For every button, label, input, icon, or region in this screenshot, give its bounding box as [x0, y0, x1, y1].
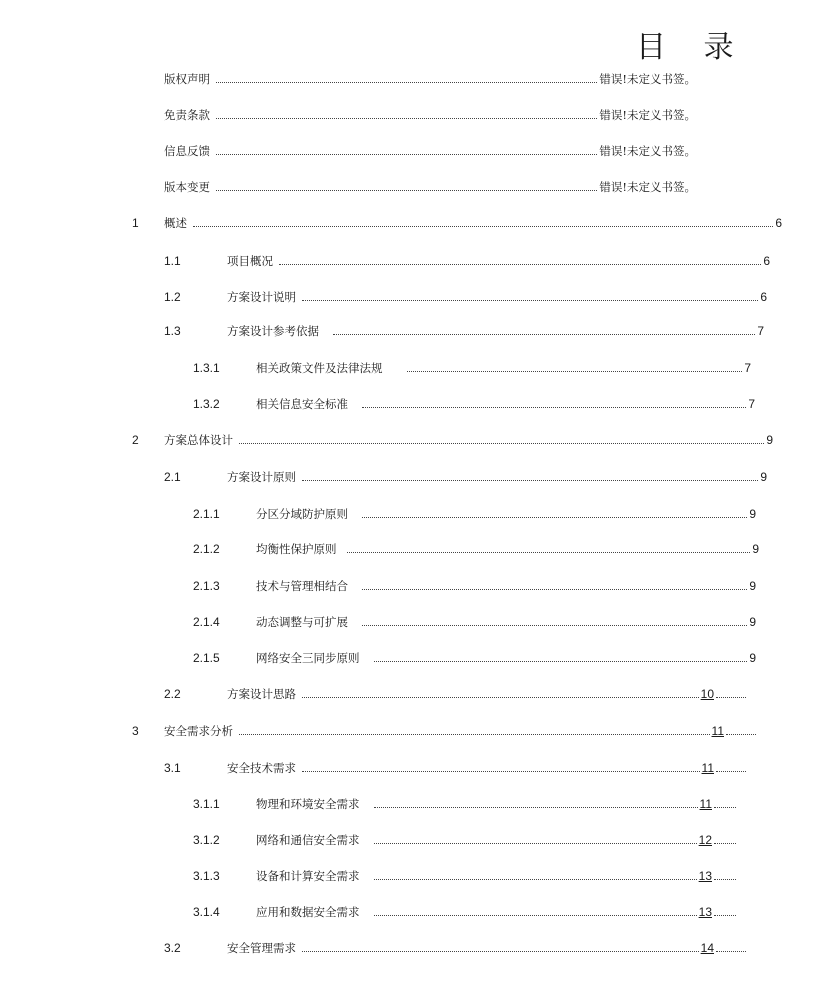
toc-entry-label: 设备和计算安全需求	[256, 869, 360, 883]
toc-entry-page: 12	[698, 833, 712, 847]
toc-leader-dots	[362, 624, 747, 626]
toc-entry-label: 方案总体设计	[164, 433, 233, 447]
toc-entry[interactable]	[164, 106, 696, 124]
toc-entry-number: 1.1	[164, 254, 181, 268]
toc-leader-dots	[239, 733, 710, 735]
toc-entry[interactable]	[193, 395, 755, 413]
toc-leader-dots	[302, 696, 699, 698]
toc-entry-label: 应用和数据安全需求	[256, 905, 360, 919]
toc-entry-number: 2	[132, 433, 139, 447]
toc-entry-label: 技术与管理相结合	[256, 579, 348, 593]
toc-entry-page: 6	[760, 290, 767, 304]
toc-entry-number: 3.1.3	[193, 869, 220, 883]
toc-entry-page: 9	[749, 579, 756, 593]
toc-leader-dots	[302, 950, 699, 952]
toc-entry[interactable]	[132, 431, 773, 449]
toc-entry-page: 11	[701, 761, 714, 775]
toc-leader-dots	[302, 770, 700, 772]
toc-entry[interactable]	[164, 178, 696, 196]
toc-entry-label: 免责条款	[164, 108, 210, 122]
toc-entry-label: 均衡性保护原则	[256, 542, 337, 556]
toc-entry-number: 1.3.1	[193, 361, 220, 375]
toc-leader-dots	[216, 117, 597, 119]
toc-trailing-dots	[726, 733, 756, 735]
toc-leader-dots	[333, 333, 755, 335]
toc-entry-page: 10	[700, 687, 714, 701]
toc-entry-label: 概述	[164, 216, 187, 230]
toc-trailing-dots	[716, 770, 746, 772]
toc-entry-number: 2.1.1	[193, 507, 220, 521]
toc-entry-number: 2.2	[164, 687, 181, 701]
toc-entry-label: 方案设计说明	[227, 290, 296, 304]
toc-entry-label: 相关政策文件及法律法规	[256, 361, 383, 375]
toc-entry-page: 11	[711, 724, 724, 738]
toc-entry-page: 7	[748, 397, 755, 411]
toc-entry-label: 项目概况	[227, 254, 273, 268]
toc-entry-number: 1.2	[164, 290, 181, 304]
toc-entry[interactable]	[193, 540, 759, 558]
toc-entry-label: 安全需求分析	[164, 724, 233, 738]
toc-entry[interactable]	[164, 322, 764, 340]
toc-title: 目 录	[636, 30, 748, 65]
toc-leader-dots	[407, 370, 743, 372]
toc-entry-page: 9	[766, 433, 773, 447]
toc-entry-error: 错误!未定义书签。	[599, 180, 696, 194]
toc-entry-label: 网络和通信安全需求	[256, 833, 360, 847]
toc-entry[interactable]	[164, 70, 696, 88]
toc-entry[interactable]	[193, 359, 751, 377]
toc-entry-label: 物理和环境安全需求	[256, 797, 360, 811]
toc-entry[interactable]	[193, 577, 756, 595]
toc-entry[interactable]	[193, 831, 736, 849]
toc-entry-number: 3.1.2	[193, 833, 220, 847]
toc-entry[interactable]	[164, 759, 746, 777]
toc-leader-dots	[216, 153, 597, 155]
toc-leader-dots	[239, 442, 764, 444]
toc-leader-dots	[302, 299, 758, 301]
toc-entry[interactable]	[164, 252, 770, 270]
toc-entry-label: 安全管理需求	[227, 941, 296, 955]
toc-entry-label: 方案设计参考依据	[227, 324, 319, 338]
toc-leader-dots	[374, 806, 698, 808]
toc-entry-page: 9	[760, 470, 767, 484]
toc-leader-dots	[374, 660, 748, 662]
toc-leader-dots	[374, 842, 697, 844]
toc-entry[interactable]	[193, 795, 736, 813]
toc-entry[interactable]	[132, 722, 756, 740]
toc-entry-page: 13	[698, 905, 712, 919]
toc-entry[interactable]	[164, 288, 767, 306]
toc-leader-dots	[193, 225, 773, 227]
toc-entry-number: 3.1.4	[193, 905, 220, 919]
toc-leader-dots	[347, 551, 751, 553]
toc-entry[interactable]	[164, 468, 767, 486]
toc-leader-dots	[216, 81, 597, 83]
toc-entry-label: 版权声明	[164, 72, 210, 86]
toc-entry[interactable]	[164, 939, 746, 957]
toc-trailing-dots	[714, 842, 736, 844]
toc-entry-number: 2.1.4	[193, 615, 220, 629]
toc-entry-page: 6	[775, 216, 782, 230]
toc-entry-label: 信息反馈	[164, 144, 210, 158]
toc-entry-number: 2.1.3	[193, 579, 220, 593]
toc-leader-dots	[362, 588, 747, 590]
toc-entry-label: 分区分域防护原则	[256, 507, 348, 521]
toc-entry-page: 6	[763, 254, 770, 268]
toc-entry-page: 7	[744, 361, 751, 375]
toc-entry-number: 2.1.5	[193, 651, 220, 665]
toc-entry[interactable]	[164, 142, 696, 160]
toc-entry-page: 9	[749, 615, 756, 629]
toc-leader-dots	[279, 263, 761, 265]
toc-entry-page: 7	[757, 324, 764, 338]
toc-leader-dots	[216, 189, 597, 191]
toc-leader-dots	[374, 914, 697, 916]
toc-entry-page: 11	[699, 797, 712, 811]
toc-entry[interactable]	[193, 505, 756, 523]
toc-trailing-dots	[714, 878, 736, 880]
toc-entry-label: 方案设计思路	[227, 687, 296, 701]
toc-entry-number: 1.3	[164, 324, 181, 338]
toc-entry-number: 3.2	[164, 941, 181, 955]
toc-entry-label: 方案设计原则	[227, 470, 296, 484]
toc-entry[interactable]	[193, 903, 736, 921]
toc-trailing-dots	[716, 696, 746, 698]
toc-entry-number: 3	[132, 724, 139, 738]
toc-entry-page: 9	[752, 542, 759, 556]
toc-entry-label: 版本变更	[164, 180, 210, 194]
toc-entry[interactable]	[164, 685, 746, 703]
toc-entry-label: 安全技术需求	[227, 761, 296, 775]
toc-entry-page: 13	[698, 869, 712, 883]
toc-entry-page: 14	[700, 941, 714, 955]
toc-leader-dots	[362, 406, 746, 408]
toc-entry-number: 1.3.2	[193, 397, 220, 411]
toc-entry-error: 错误!未定义书签。	[599, 72, 696, 86]
toc-trailing-dots	[714, 914, 736, 916]
toc-entry[interactable]	[132, 214, 782, 232]
toc-entry-error: 错误!未定义书签。	[599, 108, 696, 122]
toc-entry[interactable]	[193, 613, 756, 631]
toc-entry-page: 9	[749, 651, 756, 665]
toc-entry[interactable]	[193, 649, 756, 667]
toc-leader-dots	[362, 516, 747, 518]
toc-leader-dots	[302, 479, 758, 481]
toc-leader-dots	[374, 878, 697, 880]
toc-entry-label: 相关信息安全标准	[256, 397, 348, 411]
toc-entry-label: 网络安全三同步原则	[256, 651, 360, 665]
toc-entry-number: 2.1	[164, 470, 181, 484]
toc-entry-page: 9	[749, 507, 756, 521]
toc-trailing-dots	[714, 806, 736, 808]
toc-entry-number: 3.1.1	[193, 797, 220, 811]
toc-entry-number: 1	[132, 216, 139, 230]
toc-entry[interactable]	[193, 867, 736, 885]
toc-entry-error: 错误!未定义书签。	[599, 144, 696, 158]
toc-entry-number: 3.1	[164, 761, 181, 775]
toc-entry-number: 2.1.2	[193, 542, 220, 556]
toc-trailing-dots	[716, 950, 746, 952]
toc-entry-label: 动态调整与可扩展	[256, 615, 348, 629]
